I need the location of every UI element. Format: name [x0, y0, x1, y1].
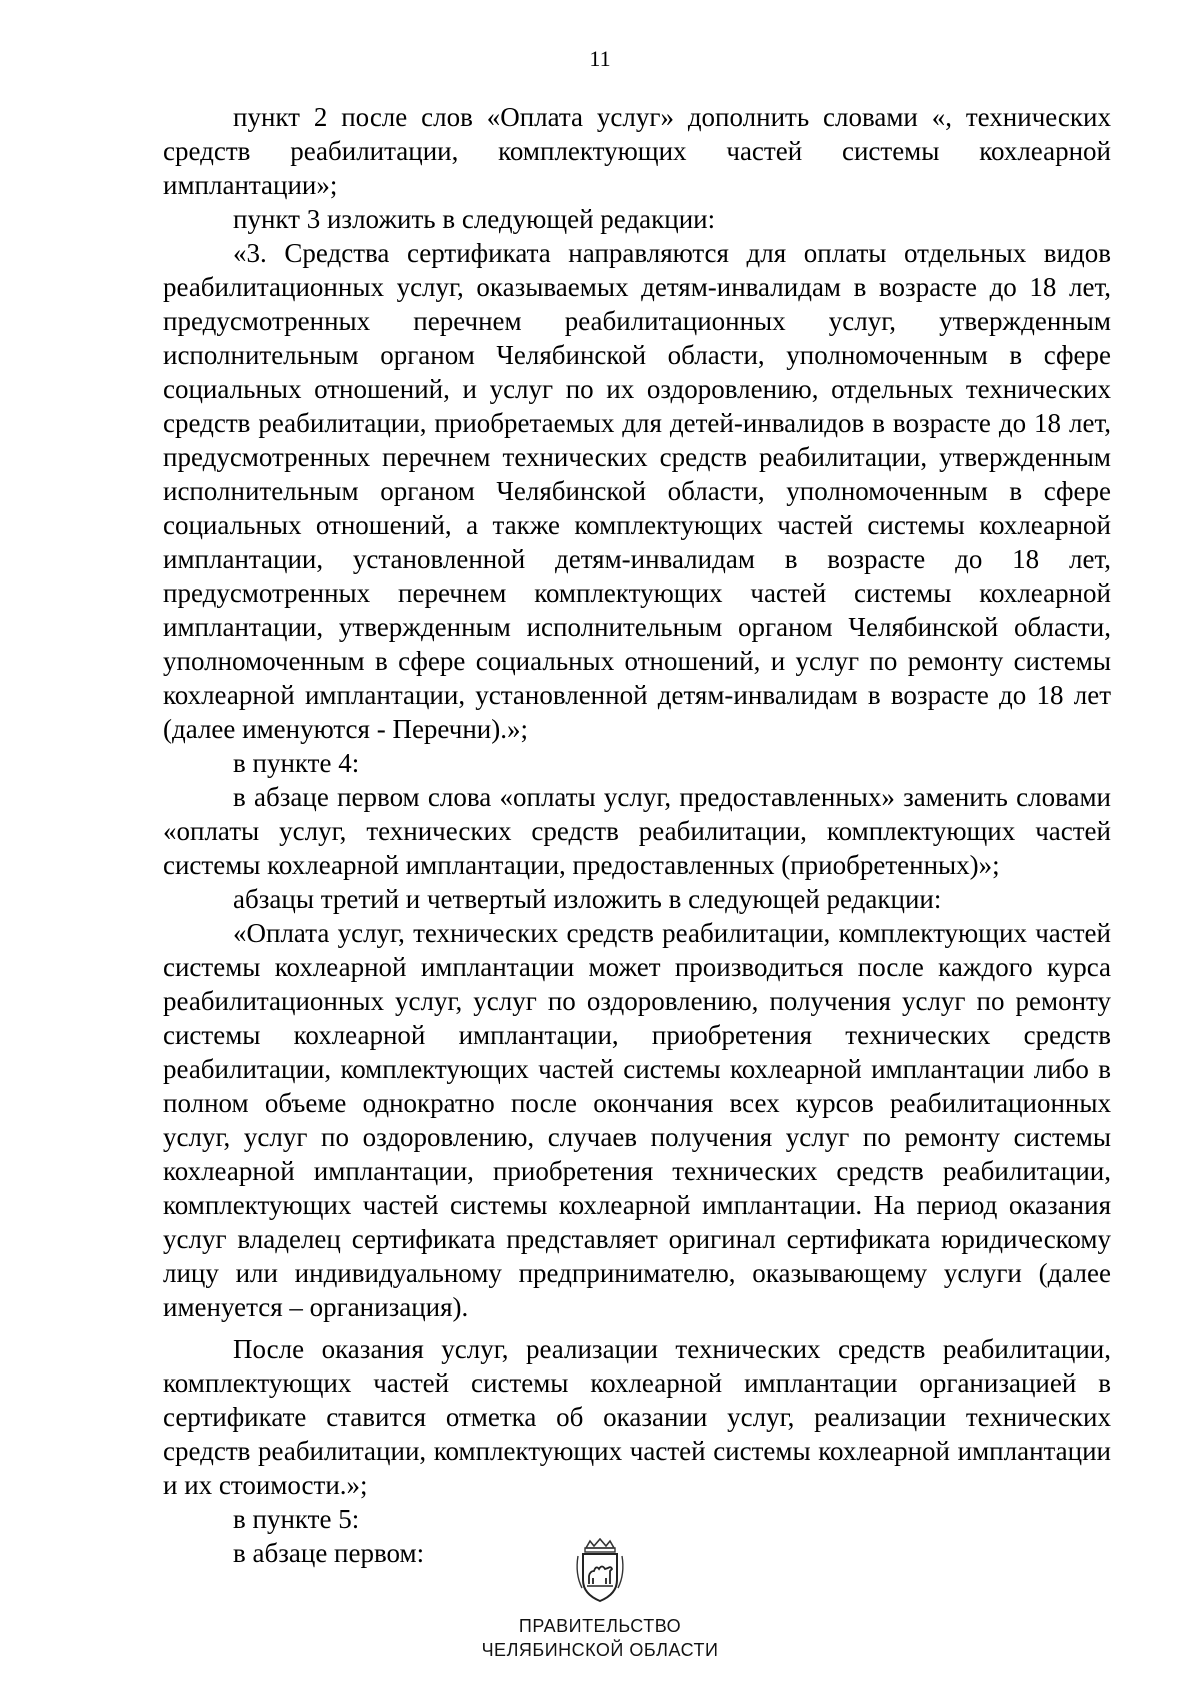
paragraph-item-4-abzac-3-4-intro: абзацы третий и четвертый изложить в следующей редакции: — [233, 884, 942, 914]
document-body — [163, 100, 1111, 1570]
paragraph-item-2-amendment: пункт 2 после слов «Оплата услуг» дополнить словами «, технических средств реабилитации, комплектующих частей системы кохлеарной имплантации»; — [163, 102, 1111, 200]
paragraph-item-3-intro: пункт 3 изложить в следующей редакции: — [233, 204, 716, 234]
coat-of-arms-icon — [572, 1538, 628, 1604]
paragraph-payment-text: «Оплата услуг, технических средств реабилитации, комплектующих частей системы кохлеарной имплантации может производиться после каждого курса реабилитационных услуг, услуг по оздоровлению, получения услуг по ремонту системы кохлеарной имплантации, приобретения технических средств реабилитации, комплектующих частей системы кохлеарной имплантации либо в полном объеме однократно после окончания всех курсов реабилитационных услуг, услуг по оздоровлению, случаев получения услуг по ремонту системы кохлеарной имплантации, приобретения технических средств реабилитации, комплектующих частей системы кохлеарной имплантации. На период оказания услуг владелец сертификата представляет оригинал сертификата юридическому лицу или индивидуальному предпринимателю, оказывающему услуги (далее именуется – организация). — [163, 918, 1111, 1322]
paragraph-item-5-first-abzac: в абзаце первом: — [233, 1538, 425, 1568]
page-number: 11 — [589, 46, 611, 71]
paragraph-item-4-intro: в пункте 4: — [233, 748, 360, 778]
footer-emblem-block — [0, 1538, 1200, 1662]
paragraph-item-5-intro: в пункте 5: — [233, 1504, 360, 1534]
paragraph-item-3-text: «3. Средства сертификата направляются для оплаты отдельных видов реабилитационных услуг, оказываемых детям-инвалидам в возрасте до 18 лет, предусмотренных перечнем реабилитационных услуг, утвержденным исполнительным органом Челябинской области, уполномоченным в сфере социальных отношений, и услуг по их оздоровлению, отдельных технических средств реабилитации, приобретаемых для детей-инвалидов в возрасте до 18 лет, предусмотренных перечнем технических средств реабилитации, утвержденным исполнительным органом Челябинской области, уполномоченным в сфере социальных отношений, а также комплектующих частей системы кохлеарной имплантации, установленной детям-инвалидам в возрасте до 18 лет, предусмотренных перечнем комплектующих частей системы кохлеарной имплантации, утвержденным исполнительным органом Челябинской области, уполномоченным в сфере социальных отношений, и услуг по ремонту системы кохлеарной имплантации, установленной детям-инвалидам в возрасте до 18 лет (далее именуются - Перечни).»; — [163, 238, 1111, 744]
org-name-line-2: ЧЕЛЯБИНСКОЙ ОБЛАСТИ — [481, 1640, 719, 1660]
org-name-line-1: ПРАВИТЕЛЬСТВО — [518, 1616, 682, 1636]
paragraph-after-services-text: После оказания услуг, реализации технических средств реабилитации, комплектующих частей системы кохлеарной имплантации организацией в сертификате ставится отметка об оказании услуг, реализации технических средств реабилитации, комплектующих частей системы кохлеарной имплантации и их стоимости.»; — [163, 1334, 1111, 1500]
paragraph-item-4-first-abzac: в абзаце первом слова «оплаты услуг, предоставленных» заменить словами «оплаты услуг, технических средств реабилитации, комплектующих частей системы кохлеарной имплантации, предоставленных (приобретенных)»; — [163, 782, 1111, 880]
